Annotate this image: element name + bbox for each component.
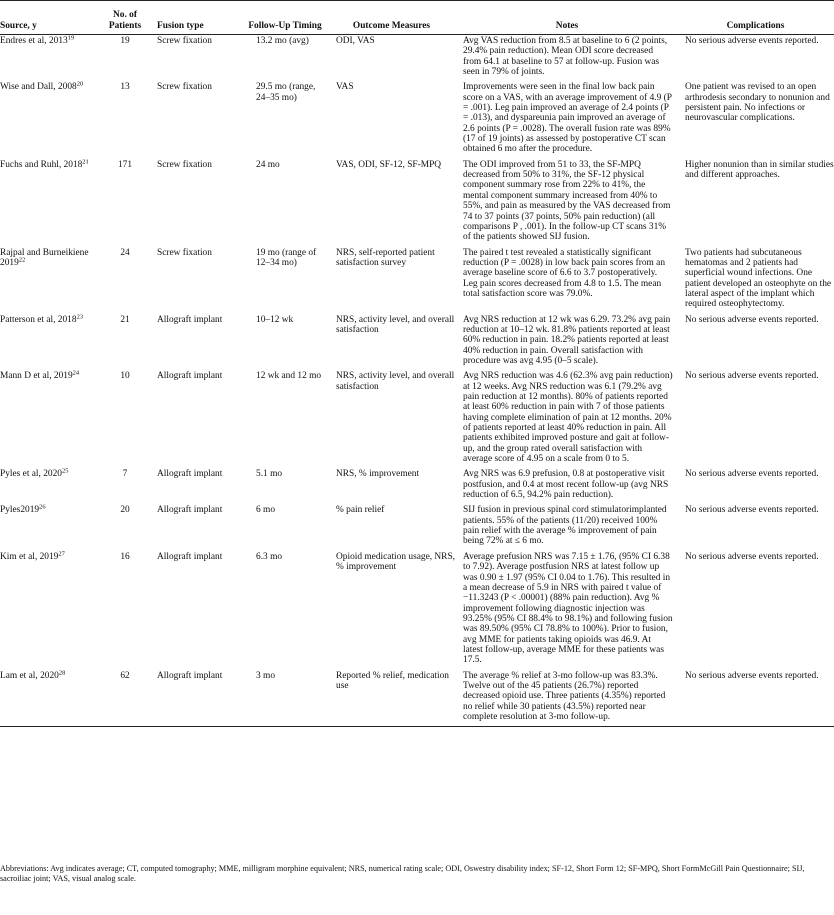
cell-patients: 171 [117,159,133,170]
cell-outcome: Reported % relief, medication use [326,670,457,727]
cell-follow-up: 6 mo [256,505,276,516]
reference-number: 25 [61,467,69,475]
cell-fusion-type: Allograft implant [157,505,223,516]
table-row [0,370,834,468]
cell-source [0,35,103,82]
cell-fusion-type: Allograft implant [157,469,223,480]
cell-outcome: NRS, % improvement [336,469,420,480]
cell-source [0,314,103,371]
table-row [0,670,834,727]
cell-fusion-type: Screw fixation [157,36,212,46]
cell-source [0,159,103,247]
cell-outcome: ODI, VAS [336,36,375,46]
header-patients: No. of Patients [103,1,147,35]
reference-number: 20 [76,80,84,88]
header-follow-up: Follow-Up Timing [244,1,326,35]
cell-patients: 19 [120,36,130,46]
reference-number: 19 [67,34,75,42]
source-text: Endres et al, 2013 [0,36,68,46]
cell-fusion-type: Allograft implant [157,371,223,382]
cell-complications: No serious adverse events reported. [685,36,819,46]
table-row [0,551,834,670]
cell-follow-up: 3 mo [244,670,326,727]
cell-outcome: % pain relief [336,505,385,516]
cell-source [0,551,103,670]
cell-follow-up: 29.5 mo (range, 24–35 mo) [256,82,316,103]
source-text: Pyles2019 [0,505,40,516]
cell-follow-up: 5.1 mo [256,469,283,480]
cell-notes: The ODI improved from 51 to 33, the SF-MPQ decreased from 50% to 31%, the SF-12 physical component summary rose from 22% to 41%, the mental component summary increased from 40% to 55%, and pain as measured by the VAS decreased from 74 to 37 points (37 points, 50% pain reduction) (all comparisons P , .001). In the follow-up CT scans 31% of the patients showed SIJ fusion. [463,159,671,243]
cell-complications: Two patients had subcutaneous hematomas and 2 patients had superficial wound infections. One patient developed an osteophyte on the lateral aspect of the implant which required osteophytectomy. [685,247,832,310]
cell-source [0,670,103,727]
cell-follow-up: 10–12 wk [256,314,294,325]
header-outcome: Outcome Measures [326,1,457,35]
reference-number: 22 [18,256,26,264]
reference-number: 26 [39,503,46,511]
source-text: Kim et al, 2019 [0,551,59,562]
table-row [0,314,834,371]
cell-fusion-type: Allograft implant [157,551,223,562]
cell-patients: 62 [103,670,147,727]
cell-notes: The paired t test revealed a statistically significant reduction (P = .0028) in low back pain scores from an average baseline score of 6.6 to 3.7 postoperatively. Leg pain scores decreased from 4.8 to 1.5. The mean total satisfaction score was 79.0%. [463,247,666,299]
table-header [0,1,834,35]
cell-notes: Avg NRS was 6.9 prefusion, 0.8 at postoperative visit postfusion, and 0.4 at most recent follow-up (avg NRS reduction of 6.5, 94.2% pain reduction). [463,469,669,501]
header-row [0,1,834,35]
cell-complications: No serious adverse events reported. [685,505,819,516]
cell-patients: 7 [122,469,128,480]
abbreviations-footnote: Abbreviations: Avg indicates average; CT, computed tomography; MME, milligram morphine equivalent; NRS, numerical rating scale; ODI, Oswestry disability index; SF-12, Short Form 12; SF-MPQ, Short FormMcGill Pain Questionnaire; SIJ, sacroiliac joint; VAS, visual analog scale. [0,864,805,883]
reference-number: 28 [58,669,66,677]
cell-complications: No serious adverse events reported. [685,469,819,480]
cell-follow-up: 13.2 mo (avg) [256,36,309,46]
cell-fusion-type: Screw fixation [157,247,212,258]
cell-follow-up: 12 wk and 12 mo [256,371,322,382]
source-text: Wise and Dall, 2008 [0,82,77,93]
cell-notes: SIJ fusion in previous spinal cord stimulatorimplanted patients. 55% of the patients (11/20) received 100% pain relief with the average % improvement of pain being 72% at ≤ 6 mo. [463,505,667,547]
cell-fusion-type: Allograft implant [147,670,244,727]
source-text: Mann D et al, 2019 [0,371,73,382]
reference-number: 27 [58,550,65,558]
table-row [0,468,834,504]
cell-notes: Improvements were seen in the final low back pain score on a VAS, with an average improvement of 4.9 (P = .001). Leg pain improved an average of 2.4 points (P = .013), and dyspareunia pain improved an average of 2.6 points (P = .0028). The overall fusion rate was 89% (17 of 19 joints) as assessed by postoperative CT scan obtained 6 mo after the procedure. [463,82,672,155]
cell-complications: One patient was revised to an open arthrodesis secondary to nonunion and persistent pain. No infections or neurovascular complications. [685,82,830,124]
cell-complications: No serious adverse events reported. [677,670,834,727]
cell-complications: Higher nonunion than in similar studies and different approaches. [685,159,834,181]
cell-outcome: VAS [336,82,354,93]
cell-follow-up: 19 mo (range of 12–34 mo) [256,247,317,268]
cell-fusion-type: Screw fixation [157,82,212,93]
cell-fusion-type: Allograft implant [157,314,223,325]
cell-outcome: VAS, ODI, SF-12, SF-MPQ [336,159,442,170]
header-fusion-type: Fusion type [147,1,244,35]
cell-complications: No serious adverse events reported. [685,551,819,562]
header-complications: Complications [677,1,834,35]
cell-source [0,81,103,158]
cell-outcome: Opioid medication usage, NRS, % improvement [336,551,455,573]
table-row [0,81,834,158]
cell-fusion-type: Screw fixation [157,159,212,170]
source-text: Fuchs and Ruhl, 2018 [0,159,83,170]
cell-follow-up: 24 mo [256,159,280,170]
cell-follow-up: 6.3 mo [256,551,283,562]
table-row [0,247,834,314]
table-row [0,504,834,550]
reference-number: 24 [72,369,80,377]
source-text: Patterson et al, 2018 [0,314,77,325]
cell-notes: Average prefusion NRS was 7.15 ± 1.76, (95% CI 6.38 to 7.92). Average postfusion NRS at latest follow up was 0.90 ± 1.97 (95% CI 0.04 to 1.76). This resulted in a mean decrease of 5.9 in NRS with paired t value of −11.3243 (P < .00001) (88% pain reduction). Avg % improvement following diagnostic injection was 93.25% (95% CI 88.4% to 98.1%) and following fusion was 89.50% (95% CI 78.8% to 100%). Prior to fusion, avg MME for patients taking opioids was 46.9. At latest follow-up, average MME for these patients was 17.5. [463,551,673,666]
table-body [0,35,834,727]
header-source: Source, y [0,1,103,35]
header-notes: Notes [457,1,677,35]
cell-patients: 21 [120,314,130,325]
cell-outcome: NRS, self-reported patient satisfaction survey [336,247,435,268]
cell-notes: The average % relief at 3-mo follow-up was 83.3%. Twelve out of the 45 patients (26.7%) reported decreased opioid use. Three patients (4.35%) reported no relief while 30 patients (43.5%) reported near complete resolution at 3-mo follow-up. [457,670,677,727]
source-text: Rajpal and Burneikiene 2019 [0,247,89,268]
cell-patients: 20 [120,505,130,516]
cell-patients: 10 [120,371,130,382]
reference-number: 23 [76,313,84,321]
cell-patients: 24 [120,247,130,258]
cell-outcome: NRS, activity level, and overall satisfaction [336,371,455,392]
cell-complications: No serious adverse events reported. [685,314,819,325]
source-text: Lam et al, 2020 [0,670,59,681]
cell-notes: Avg NRS reduction at 12 wk was 6.29. 73.2% avg pain reduction at 10–12 wk. 81.8% patients reported at least 60% reduction in pain. 18.2% patients reported at least 40% reduction in pain. Overall satisfaction with procedure was avg 4.95 (0–5 scale). [463,314,671,366]
cell-source [0,504,103,550]
table-row [0,159,834,247]
table-row [0,35,834,82]
cell-source [0,370,103,468]
cell-notes: Avg NRS reduction was 4.6 (62.3% avg pain reduction) at 12 weeks. Avg NRS reduction was 6.1 (79.2% avg pain reduction at 12 months). 80% of patients reported at least 60% reduction in pain with 7 of those patients having complete elimination of pain at 12 months. 20% of patients reported at least 40% reduction in pain. All patients exhibited improved posture and gait at follow-up, and the group rated overall satisfaction with average score of 4.95 on a scale from 0 to 5. [463,371,673,465]
cell-patients: 16 [120,551,130,562]
cell-patients: 13 [120,82,130,93]
cell-outcome: NRS, activity level, and overall satisfaction [336,314,455,335]
reference-number: 21 [82,158,89,166]
source-text: Pyles et al, 2020 [0,469,62,480]
cell-source [0,247,103,314]
cell-complications: No serious adverse events reported. [685,371,819,382]
cell-notes: Avg VAS reduction from 8.5 at baseline to 6 (2 points, 29.4% pain reduction). Mean ODI score decreased from 64.1 at baseline to 57 at follow-up. Fusion was seen in 79% of joints. [463,36,668,78]
cell-source [0,468,103,504]
